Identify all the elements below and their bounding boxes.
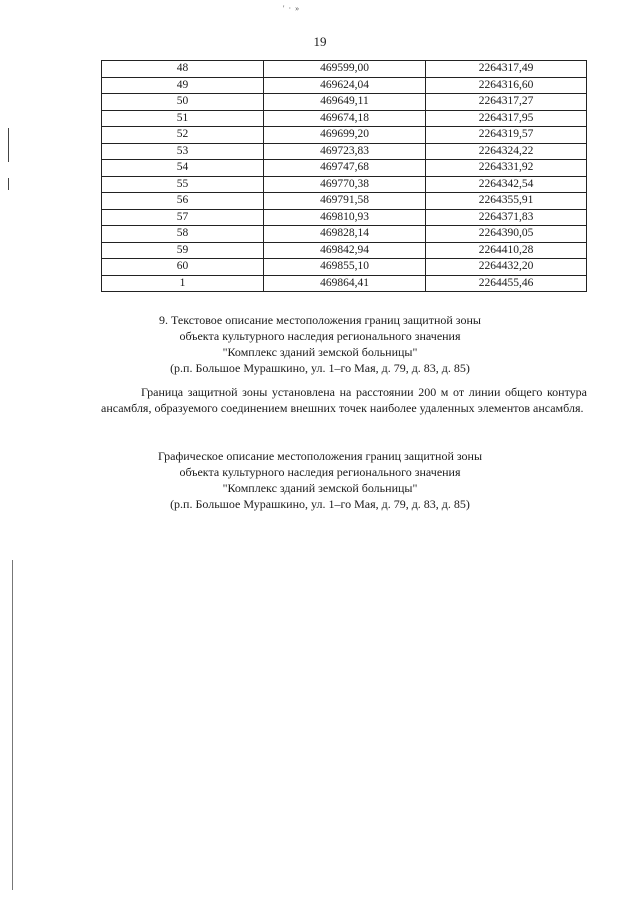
table-row (102, 259, 587, 276)
y-coordinate-cell: 2264316,60 (426, 77, 587, 94)
point-number-cell: 57 (102, 209, 264, 226)
y-coordinate-cell: 2264432,20 (426, 259, 587, 276)
table-row (102, 77, 587, 94)
point-number-cell: 49 (102, 77, 264, 94)
point-number-cell: 53 (102, 143, 264, 160)
x-coordinate-cell: 469791,58 (264, 193, 426, 210)
x-coordinate-cell: 469855,10 (264, 259, 426, 276)
table-row (102, 143, 587, 160)
scan-left-edge-mark (8, 128, 9, 162)
x-coordinate-cell: 469674,18 (264, 110, 426, 127)
boundary-description-paragraph: Граница защитной зоны установлена на расстоянии 200 м от линии общего контура ансамбля, образуемого соединением внешних точек наиболее удаленных элементов ансамбля. (101, 385, 587, 415)
table-row (102, 127, 587, 144)
point-number-cell: 51 (102, 110, 264, 127)
table-row (102, 61, 587, 78)
point-number-cell: 54 (102, 160, 264, 177)
section-9-name-line: "Комплекс зданий земской больницы" (222, 345, 418, 359)
x-coordinate-cell: 469810,93 (264, 209, 426, 226)
point-number-cell: 50 (102, 94, 264, 111)
graphic-title-line: Графическое описание местоположения границ защитной зоны (157, 449, 483, 463)
graphic-address-line: (р.п. Большое Мурашкино, ул. 1–го Мая, д. 79, д. 83, д. 85) (170, 497, 470, 511)
y-coordinate-cell: 2264324,22 (426, 143, 587, 160)
y-coordinate-cell: 2264390,05 (426, 226, 587, 243)
point-number-cell: 52 (102, 127, 264, 144)
y-coordinate-cell: 2264317,49 (426, 61, 587, 78)
point-number-cell: 59 (102, 242, 264, 259)
y-coordinate-cell: 2264355,91 (426, 193, 587, 210)
x-coordinate-cell: 469699,20 (264, 127, 426, 144)
scan-artifact-mark: ' · » (283, 4, 301, 13)
section-9-heading (0, 312, 640, 376)
section-9-address-line: (р.п. Большое Мурашкино, ул. 1–го Мая, д. 79, д. 83, д. 85) (170, 361, 470, 375)
y-coordinate-cell: 2264319,57 (426, 127, 587, 144)
coordinates-table-body (102, 61, 587, 292)
section-9-title-line: 9. Текстовое описание местоположения границ защитной зоны (159, 313, 481, 327)
y-coordinate-cell: 2264317,95 (426, 110, 587, 127)
table-row (102, 209, 587, 226)
table-row (102, 94, 587, 111)
y-coordinate-cell: 2264342,54 (426, 176, 587, 193)
point-number-cell: 60 (102, 259, 264, 276)
x-coordinate-cell: 469770,38 (264, 176, 426, 193)
coordinates-table (101, 60, 587, 292)
y-coordinate-cell: 2264317,27 (426, 94, 587, 111)
x-coordinate-cell: 469747,68 (264, 160, 426, 177)
point-number-cell: 56 (102, 193, 264, 210)
y-coordinate-cell: 2264371,83 (426, 209, 587, 226)
graphic-object-line: объекта культурного наследия регионального значения (179, 465, 461, 479)
graphic-section-heading (0, 448, 640, 512)
x-coordinate-cell: 469599,00 (264, 61, 426, 78)
graphic-name-line: "Комплекс зданий земской больницы" (222, 481, 418, 495)
section-9-object-line: объекта культурного наследия регионального значения (179, 329, 461, 343)
scan-left-edge-line (12, 560, 13, 890)
x-coordinate-cell: 469842,94 (264, 242, 426, 259)
page-number: 19 (313, 34, 327, 49)
scan-left-edge-mark (8, 178, 9, 190)
x-coordinate-cell: 469649,11 (264, 94, 426, 111)
table-row (102, 110, 587, 127)
table-row (102, 226, 587, 243)
y-coordinate-cell: 2264455,46 (426, 275, 587, 292)
point-number-cell: 55 (102, 176, 264, 193)
point-number-cell: 1 (102, 275, 264, 292)
table-row (102, 160, 587, 177)
x-coordinate-cell: 469828,14 (264, 226, 426, 243)
table-row (102, 275, 587, 292)
y-coordinate-cell: 2264410,28 (426, 242, 587, 259)
table-row (102, 242, 587, 259)
table-row (102, 193, 587, 210)
y-coordinate-cell: 2264331,92 (426, 160, 587, 177)
point-number-cell: 58 (102, 226, 264, 243)
x-coordinate-cell: 469723,83 (264, 143, 426, 160)
table-row (102, 176, 587, 193)
x-coordinate-cell: 469864,41 (264, 275, 426, 292)
x-coordinate-cell: 469624,04 (264, 77, 426, 94)
point-number-cell: 48 (102, 61, 264, 78)
